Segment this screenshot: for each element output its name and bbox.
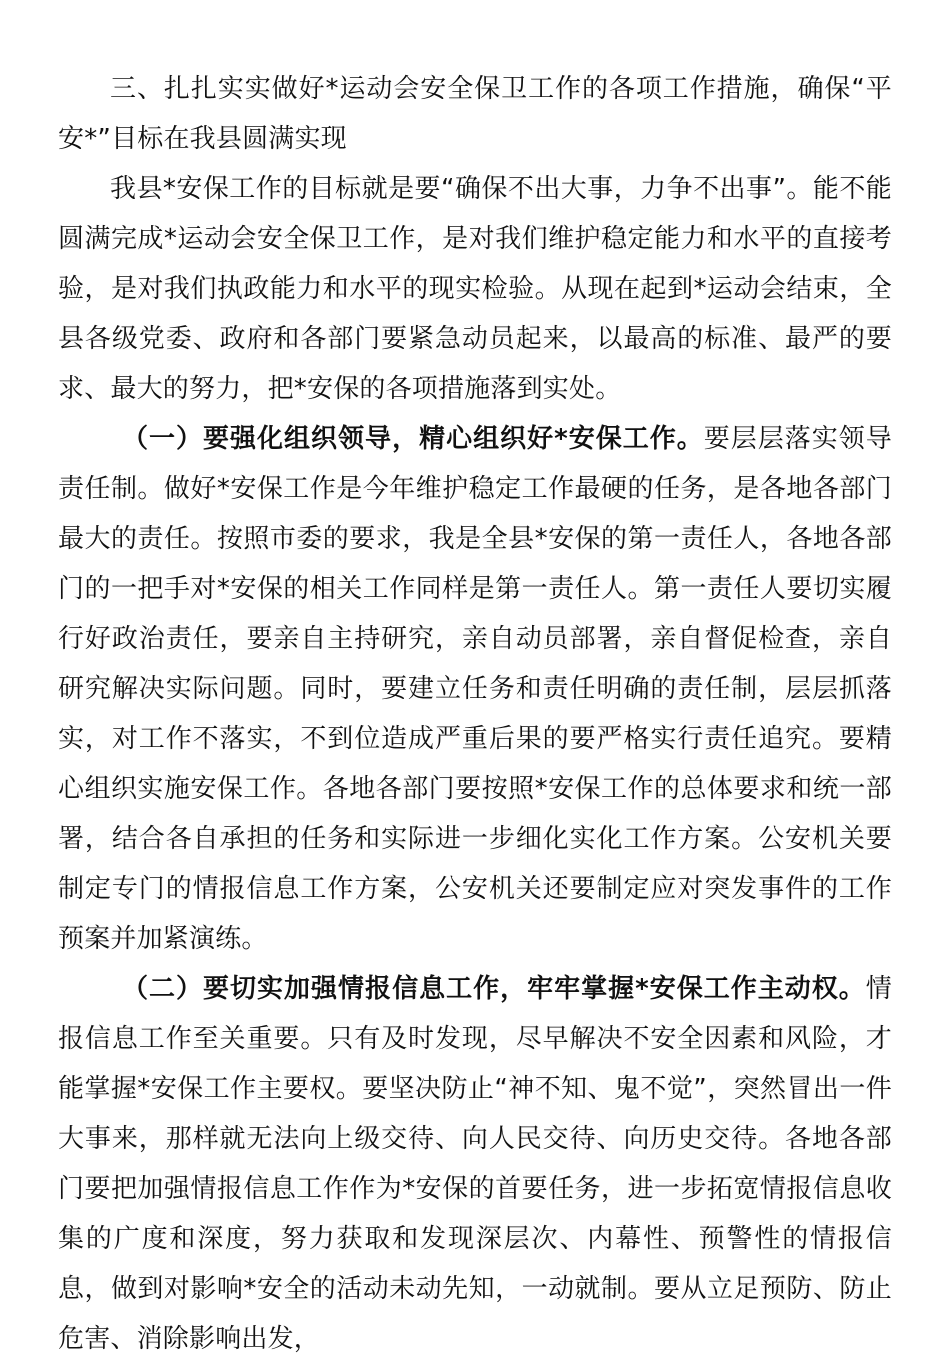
- item1-paragraph: [58, 414, 892, 964]
- item2-paragraph: [58, 964, 892, 1364]
- document-body: [58, 64, 892, 1364]
- section-heading: 三、扎扎实实做好*运动会安全保卫工作的各项工作措施，确保“平安*”目标在我县圆满实现: [58, 74, 892, 154]
- item2-body: 情报信息工作至关重要。只有及时发现，尽早解决不安全因素和风险，才能掌握*安保工作主要权。要坚决防止“神不知、鬼不觉”，突然冒出一件大事来，那样就无法向上级交待、向人民交待、向历史交待。各地各部门要把加强情报信息工作作为*安保的首要任务，进一步拓宽情报信息收集的广度和深度，努力获取和发现深层次、内幕性、预警性的情报信息，做到对影响*安全的活动未动先知，一动就制。要从立足预防、防止危害、消除影响出发，: [58, 974, 892, 1354]
- item1-title: （一）要强化组织领导，精心组织好*安保工作。: [122, 424, 704, 454]
- intro-paragraph: 我县*安保工作的目标就是要“确保不出大事，力争不出事”。能不能圆满完成*运动会安全保卫工作，是对我们维护稳定能力和水平的直接考验，是对我们执政能力和水平的现实检验。从现在起到*运动会结束，全县各级党委、政府和各部门要紧急动员起来，以最高的标准、最严的要求、最大的努力，把*安保的各项措施落到实处。: [58, 174, 892, 404]
- item2-title: （二）要切实加强情报信息工作，牢牢掌握*安保工作主动权。: [122, 974, 866, 1004]
- item1-body: 要层层落实领导责任制。做好*安保工作是今年维护稳定工作最硬的任务，是各地各部门最大的责任。按照市委的要求，我是全县*安保的第一责任人，各地各部门的一把手对*安保的相关工作同样是第一责任人。第一责任人要切实履行好政治责任，要亲自主持研究，亲自动员部署，亲自督促检查，亲自研究解决实际问题。同时，要建立任务和责任明确的责任制，层层抓落实，对工作不落实，不到位造成严重后果的要严格实行责任追究。要精心组织实施安保工作。各地各部门要按照*安保工作的总体要求和统一部署，结合各自承担的任务和实际进一步细化实化工作方案。公安机关要制定专门的情报信息工作方案，公安机关还要制定应对突发事件的工作预案并加紧演练。: [58, 424, 892, 954]
